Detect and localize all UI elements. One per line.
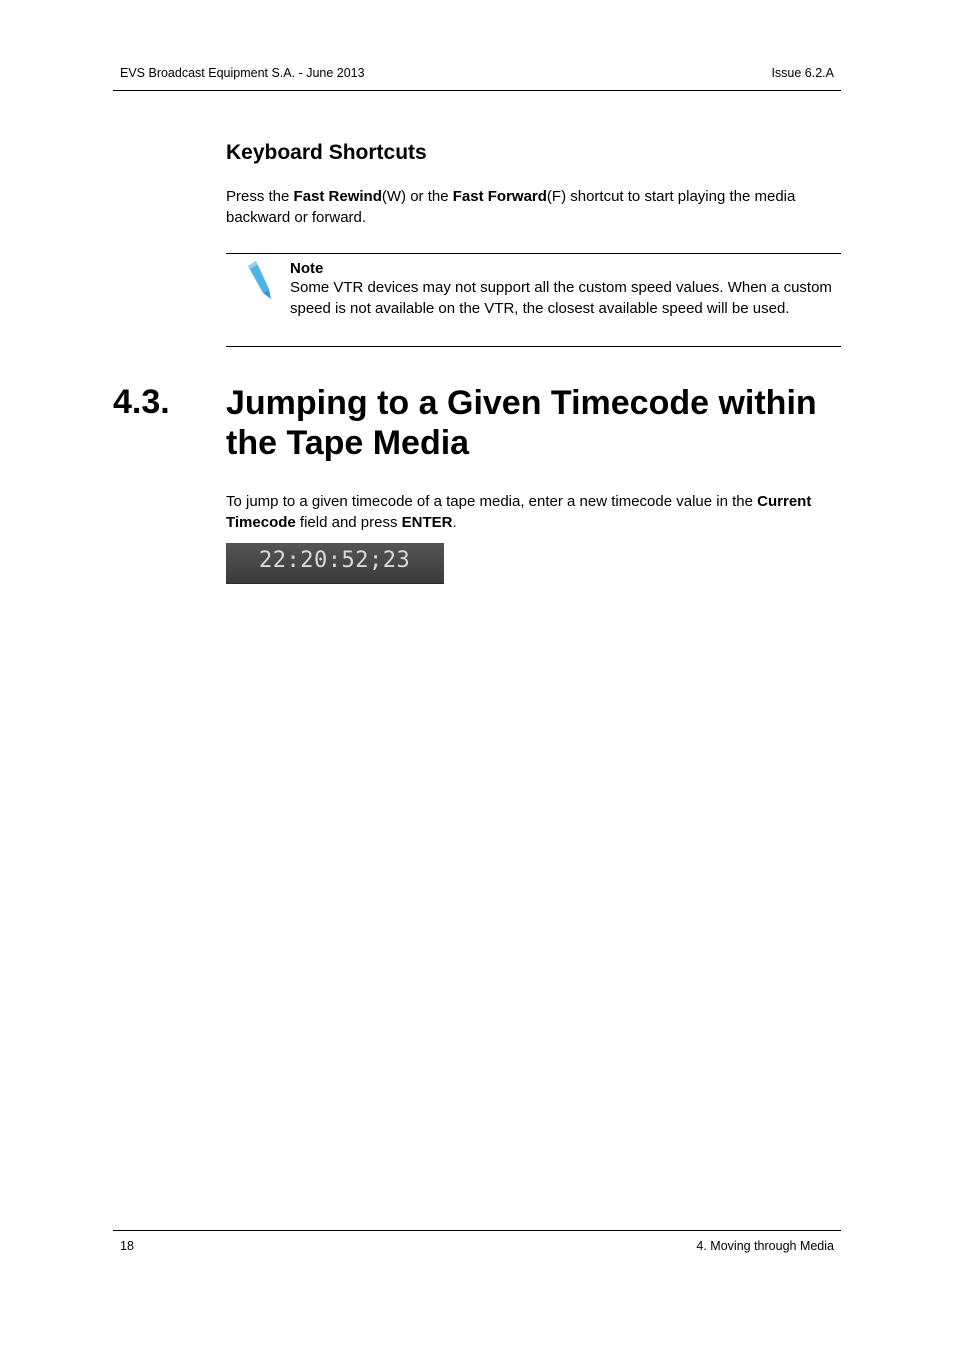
note-box (226, 253, 841, 347)
text-run: To jump to a given timecode of a tape media, enter a new timecode value in the (226, 493, 758, 510)
timecode-value: 22:20:52;23 (259, 548, 411, 573)
text-run: Press the (226, 188, 294, 205)
section-title: Jumping to a Given Timecode within the Tape Media (226, 384, 817, 462)
current-timecode-field[interactable] (226, 543, 444, 584)
note-text: Some VTR devices may not support all the custom speed values. When a custom speed is not available on the VTR, the closest available speed will be used. (290, 279, 832, 317)
text-run: (F) shortcut to start playing the media backward or forward. (226, 188, 796, 226)
enter-term: ENTER (401, 513, 453, 531)
fast-forward-term: Fast Forward (452, 188, 547, 205)
pencil-icon (242, 258, 278, 300)
header-issue: Issue 6.2.A (771, 66, 834, 80)
current-timecode-term: Current Timecode (226, 493, 812, 531)
keyboard-shortcuts-paragraph (226, 187, 838, 228)
footer-chapter: 4. Moving through Media (696, 1239, 834, 1253)
keyboard-shortcuts-heading: Keyboard Shortcuts (226, 141, 427, 164)
header-publisher: EVS Broadcast Equipment S.A. - June 2013 (120, 66, 365, 80)
timecode-paragraph (226, 492, 838, 533)
text-run: . (452, 513, 457, 531)
page-header (113, 64, 841, 91)
section-number: 4.3. (113, 383, 170, 421)
text-run: (W) or the (381, 188, 453, 205)
page-number: 18 (120, 1239, 134, 1253)
note-title: Note (290, 260, 324, 277)
text-run: field and press (295, 513, 402, 531)
page-footer (113, 1230, 841, 1253)
fast-rewind-term: Fast Rewind (293, 188, 382, 205)
